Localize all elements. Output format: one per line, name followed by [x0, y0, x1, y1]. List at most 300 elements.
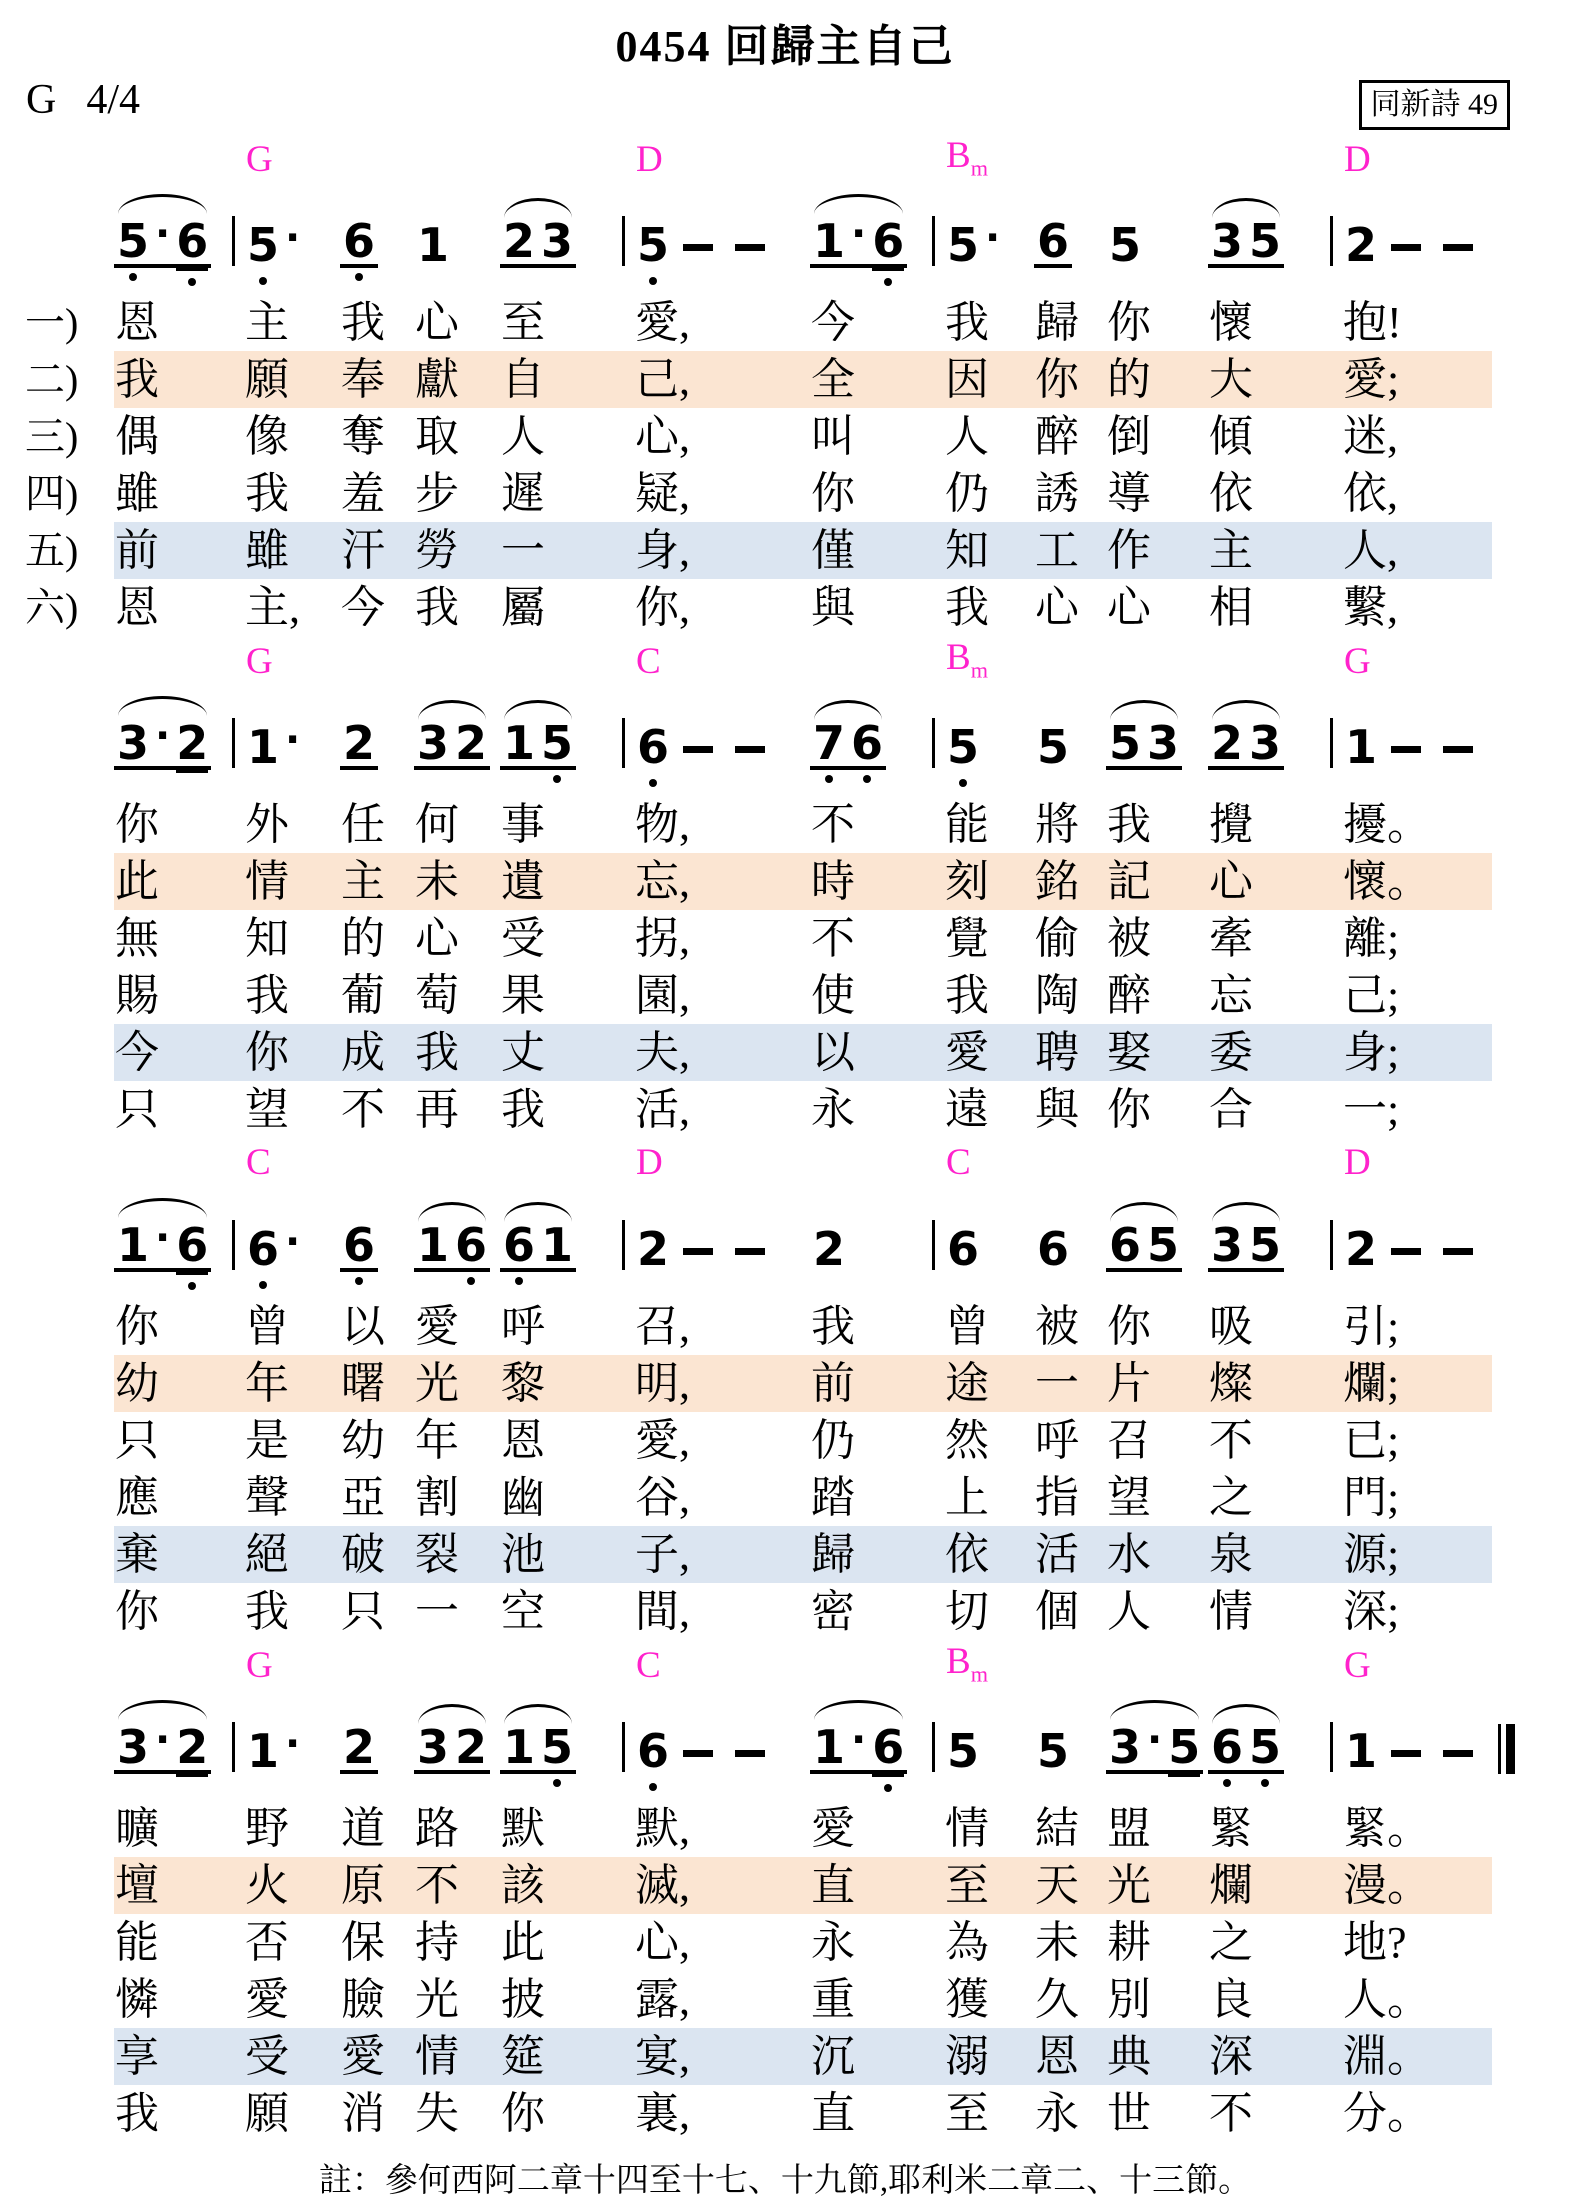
- lyric-syllable: 以: [341, 1302, 385, 1351]
- note-group: [1342, 1206, 1484, 1276]
- lyric-syllable: 源;: [1342, 1526, 1492, 1583]
- lyric-syllable: 永: [1035, 2089, 1079, 2138]
- slur-icon: [118, 1700, 207, 1720]
- lyric-syllable: 消: [341, 2089, 385, 2138]
- lyric-syllable: 愛: [944, 1024, 1034, 1081]
- augmentation-dot: ·: [285, 215, 301, 261]
- note-digit: 5: [247, 218, 280, 272]
- lyric-syllable: 吸: [1209, 1302, 1253, 1351]
- lyric-syllable: 獲: [945, 1975, 989, 2024]
- lyric-syllable: 你,: [635, 583, 690, 632]
- lyric-syllable: 我: [415, 583, 459, 632]
- note-group: [500, 198, 576, 268]
- lyric-syllable: 緊: [1209, 1804, 1253, 1853]
- lyric-syllable: 淵。: [1342, 2028, 1492, 2085]
- duration-dash: [1391, 244, 1421, 251]
- lyric-row-6: [24, 1583, 1546, 1640]
- chord-G: G: [1344, 641, 1371, 683]
- lyric-syllable: 情: [945, 1804, 989, 1853]
- note-group: [634, 1708, 776, 1778]
- lyric-syllable: 雖: [244, 522, 340, 579]
- note-digit: 5: [541, 716, 574, 770]
- lyric-syllable: 疑,: [635, 469, 690, 518]
- lyric-syllable: 久: [1035, 1975, 1079, 2024]
- lyric-syllable: 今: [811, 298, 855, 347]
- note-group: [1208, 198, 1284, 268]
- page-title: 0454 回歸主自己: [615, 22, 955, 71]
- note-group: [810, 700, 886, 770]
- lyric-syllable: 密: [811, 1587, 855, 1636]
- lyric-syllable: 不: [1209, 1416, 1253, 1465]
- lyric-syllable: 個: [1035, 1587, 1079, 1636]
- lyric-syllable: 獻: [414, 351, 500, 408]
- lyric-syllable: 身,: [634, 522, 810, 579]
- note-group: [634, 704, 776, 774]
- lyric-syllable: 光: [1106, 1857, 1208, 1914]
- note-digit: 1: [813, 214, 846, 268]
- lyric-syllable: 仍: [811, 1416, 855, 1465]
- lyric-syllable: 此: [114, 853, 222, 910]
- lyric-syllable: 黎: [500, 1355, 612, 1412]
- lyric-syllable: 記: [1106, 853, 1208, 910]
- lyric-syllable: 情: [414, 2028, 500, 2085]
- note-group: [414, 1202, 490, 1272]
- note-group: [1208, 1202, 1284, 1272]
- duration-dash: [735, 746, 765, 753]
- barline: [232, 216, 235, 266]
- lyric-syllable: 倒: [1107, 412, 1151, 461]
- time-signature: 4/4: [86, 77, 141, 123]
- note-group: [1034, 1708, 1072, 1778]
- note-group: [500, 1704, 576, 1774]
- note-digit: 3: [417, 716, 450, 770]
- lyric-syllable: 抱!: [1343, 298, 1402, 347]
- note-group: [634, 202, 776, 272]
- lyric-syllable: 空: [501, 1587, 545, 1636]
- lyric-syllable: 攪: [1209, 800, 1253, 849]
- lyric-syllable: 刻: [944, 853, 1034, 910]
- lyric-syllable: 情: [244, 853, 340, 910]
- notation-row: [24, 1184, 1546, 1276]
- duration-dash: [1391, 1750, 1421, 1757]
- lyric-syllable: 愛: [811, 1804, 855, 1853]
- lyric-syllable: 遺: [500, 853, 612, 910]
- lyric-syllable: 心,: [635, 1918, 690, 1967]
- lyric-syllable: 火: [244, 1857, 340, 1914]
- lyric-syllable: 壇: [114, 1857, 222, 1914]
- lyric-syllable: 保: [341, 1918, 385, 1967]
- lyric-syllable: 年: [415, 1416, 459, 1465]
- lyric-syllable: 我: [1107, 800, 1151, 849]
- note-digit: 2: [813, 1222, 846, 1276]
- note-digit: 5: [947, 720, 980, 774]
- note-digit: 6: [1037, 214, 1070, 268]
- lyric-row-3: [24, 1412, 1546, 1469]
- lyric-row-3: [24, 910, 1546, 967]
- lyric-syllable: 作: [1106, 522, 1208, 579]
- note-group: [414, 202, 452, 272]
- lyric-syllable: 愛: [415, 1302, 459, 1351]
- duration-dash: [683, 746, 713, 753]
- duration-dash: [1443, 244, 1473, 251]
- lyric-syllable: 誘: [1035, 469, 1079, 518]
- lyric-syllable: 曾: [945, 1302, 989, 1351]
- lyric-syllable: 前: [810, 1355, 922, 1412]
- lyric-syllable: 望: [245, 1085, 289, 1134]
- lyric-syllable: 你: [1034, 351, 1106, 408]
- augmentation-dot: ·: [285, 1219, 301, 1265]
- note-digit: 2: [455, 1720, 488, 1774]
- lyric-row-6: [24, 1081, 1546, 1138]
- lyric-syllable: 一: [415, 1587, 459, 1636]
- lyric-syllable: 取: [415, 412, 459, 461]
- duration-dash: [1443, 1750, 1473, 1757]
- lyric-syllable: 間,: [635, 1587, 690, 1636]
- lyric-syllable: 你: [115, 1587, 159, 1636]
- lyric-row-3: [24, 1914, 1546, 1971]
- lyric-syllable: 仍: [945, 469, 989, 518]
- lyric-syllable: 大: [1208, 351, 1320, 408]
- lyric-syllable: 泉: [1208, 1526, 1320, 1583]
- lyric-syllable: 知: [944, 522, 1034, 579]
- lyric-syllable: 宴,: [634, 2028, 810, 2085]
- lyric-syllable: 勞: [414, 522, 500, 579]
- lyric-syllable: 應: [115, 1473, 159, 1522]
- lyric-row-5: [24, 1526, 1546, 1583]
- lyric-syllable: 成: [340, 1024, 414, 1081]
- lyric-syllable: 雖: [115, 469, 159, 518]
- lyric-syllable: 繫,: [1343, 583, 1398, 632]
- augmentation-dot: ·: [285, 1721, 301, 1767]
- lyric-syllable: 奪: [341, 412, 385, 461]
- lyric-row-4: [24, 967, 1546, 1024]
- lyric-syllable: 上: [945, 1473, 989, 1522]
- lyric-syllable: 我: [414, 1024, 500, 1081]
- final-barline: [1498, 1724, 1515, 1774]
- lyric-syllable: 我: [114, 351, 222, 408]
- lyric-syllable: 人。: [1343, 1975, 1431, 2024]
- lyric-syllable: 再: [415, 1085, 459, 1134]
- note-digit: 6: [851, 716, 884, 770]
- augmentation-dot: ·: [851, 211, 867, 257]
- lyric-syllable: 恩: [115, 298, 159, 347]
- lyric-syllable: 葡: [341, 971, 385, 1020]
- lyric-syllable: 恩: [115, 583, 159, 632]
- lyric-syllable: 以: [810, 1024, 922, 1081]
- lyric-syllable: 委: [1208, 1024, 1320, 1081]
- note-group: [634, 1206, 776, 1276]
- note-digit: 3: [541, 214, 574, 268]
- barline: [1330, 718, 1333, 768]
- lyric-syllable: 心: [1107, 583, 1151, 632]
- notation-row: [24, 180, 1546, 272]
- lyric-syllable: 切: [945, 1587, 989, 1636]
- lyric-syllable: 恩: [1034, 2028, 1106, 2085]
- lyric-syllable: 我: [245, 469, 289, 518]
- augmentation-dot: ·: [155, 1215, 171, 1261]
- lyric-syllable: 沉: [810, 2028, 922, 2085]
- lyric-syllable: 將: [1035, 800, 1079, 849]
- lyric-syllable: 己,: [634, 351, 810, 408]
- lyric-syllable: 的: [341, 914, 385, 963]
- system-4: [24, 1640, 1546, 2142]
- lyric-syllable: 享: [114, 2028, 222, 2085]
- lyric-syllable: 愛,: [635, 298, 690, 347]
- note-group: [244, 1202, 303, 1276]
- note-digit: 1: [1345, 1724, 1378, 1778]
- lyric-syllable: 受: [244, 2028, 340, 2085]
- chord-row: [24, 636, 1546, 682]
- note-digit: 6: [872, 214, 905, 268]
- lyric-syllable: 心: [415, 914, 459, 963]
- lyric-syllable: 深;: [1343, 1587, 1400, 1636]
- lyric-syllable: 萄: [415, 971, 459, 1020]
- barline: [622, 216, 625, 266]
- lyric-row-2: [24, 351, 1546, 408]
- note-group: [414, 1704, 490, 1774]
- lyric-syllable: 遲: [501, 469, 545, 518]
- lyric-syllable: 池: [500, 1526, 612, 1583]
- lyric-syllable: 懷。: [1342, 853, 1492, 910]
- lyric-syllable: 不: [1209, 2089, 1253, 2138]
- lyric-syllable: 望: [1107, 1473, 1151, 1522]
- lyric-syllable: 不: [341, 1085, 385, 1134]
- lyric-syllable: 受: [501, 914, 545, 963]
- barline: [1330, 216, 1333, 266]
- lyric-syllable: 知: [245, 914, 289, 963]
- lyric-syllable: 活: [1034, 1526, 1106, 1583]
- chord-Bm: $B_m$: [946, 637, 988, 683]
- augmentation-dot: ·: [851, 1717, 867, 1763]
- note-group: [114, 696, 211, 770]
- lyric-syllable: 依: [944, 1526, 1034, 1583]
- lyric-syllable: 我: [501, 1085, 545, 1134]
- chord-G: G: [246, 139, 273, 181]
- lyric-syllable: 懷: [1209, 298, 1253, 347]
- note-digit: 5: [1249, 1218, 1282, 1272]
- duration-dash: [735, 1248, 765, 1255]
- lyric-syllable: 事: [501, 800, 545, 849]
- chord-D: D: [636, 1142, 663, 1183]
- lyric-syllable: 擾。: [1343, 800, 1431, 849]
- note-group: [114, 1198, 211, 1272]
- lyric-syllable: 丈: [500, 1024, 612, 1081]
- lyric-syllable: 我: [245, 1587, 289, 1636]
- lyric-syllable: 遠: [945, 1085, 989, 1134]
- lyric-syllable: 今: [341, 583, 385, 632]
- lyric-syllable: 露,: [635, 1975, 690, 2024]
- note-digit: 6: [1211, 1720, 1244, 1774]
- barline: [1330, 1722, 1333, 1772]
- lyric-syllable: 破: [340, 1526, 414, 1583]
- lyric-syllable: 爛: [1208, 1857, 1320, 1914]
- lyric-row-4: [24, 1971, 1546, 2028]
- lyric-syllable: 前: [114, 522, 222, 579]
- note-group: [944, 1708, 982, 1778]
- lyric-syllable: 覺: [945, 914, 989, 963]
- chord-C: C: [946, 1142, 971, 1183]
- note-digit: 5: [117, 214, 150, 268]
- lyric-syllable: 披: [501, 1975, 545, 2024]
- lyric-syllable: 是: [245, 1416, 289, 1465]
- note-group: [1106, 1700, 1203, 1774]
- lyric-syllable: 幽: [501, 1473, 545, 1522]
- system-3: [24, 1138, 1546, 1640]
- lyric-syllable: 此: [501, 1918, 545, 1967]
- barline: [1330, 1220, 1333, 1270]
- lyric-syllable: 一;: [1343, 1085, 1400, 1134]
- lyric-row-5: [24, 522, 1546, 579]
- lyric-syllable: 否: [245, 1918, 289, 1967]
- lyric-syllable: 賜: [115, 971, 159, 1020]
- lyric-syllable: 水: [1106, 1526, 1208, 1583]
- lyric-syllable: 無: [115, 914, 159, 963]
- lyric-syllable: 只: [115, 1416, 159, 1465]
- lyric-syllable: 地?: [1343, 1918, 1407, 1967]
- note-digit: 2: [343, 1720, 376, 1774]
- lyric-syllable: 醉: [1035, 412, 1079, 461]
- lyric-syllable: 幼: [341, 1416, 385, 1465]
- lyric-syllable: 年: [244, 1355, 340, 1412]
- duration-dash: [683, 244, 713, 251]
- lyric-syllable: 光: [414, 1355, 500, 1412]
- note-digit: 6: [1037, 1222, 1070, 1276]
- lyric-syllable: 你: [244, 1024, 340, 1081]
- note-group: [340, 1202, 378, 1272]
- lyric-syllable: 曙: [340, 1355, 414, 1412]
- lyric-syllable: 未: [1035, 1918, 1079, 1967]
- systems: [24, 134, 1546, 2142]
- lyric-syllable: 與: [1035, 1085, 1079, 1134]
- lyric-row-6: [24, 2085, 1546, 2142]
- lyric-syllable: 溺: [944, 2028, 1034, 2085]
- lyric-syllable: 導: [1107, 469, 1151, 518]
- chord-Bm: $B_m$: [946, 1641, 988, 1687]
- note-digit: 5: [637, 218, 670, 272]
- lyric-syllable: 傾: [1209, 412, 1253, 461]
- note-digit: 5: [1249, 1720, 1282, 1774]
- note-digit: 6: [872, 1720, 905, 1774]
- slur-icon: [814, 1700, 903, 1720]
- note-digit: 6: [503, 1218, 536, 1272]
- augmentation-dot: ·: [985, 215, 1001, 261]
- note-group: [340, 700, 378, 770]
- note-digit: 6: [637, 1724, 670, 1778]
- lyric-syllable: 燦: [1208, 1355, 1320, 1412]
- lyric-syllable: 愛: [245, 1975, 289, 2024]
- duration-dash: [683, 1248, 713, 1255]
- reference-box: 同新詩 49: [1359, 80, 1511, 130]
- note-digit: 3: [1109, 1720, 1142, 1774]
- note-digit: 2: [637, 1222, 670, 1276]
- lyric-syllable: 光: [415, 1975, 459, 2024]
- lyric-syllable: 一: [1034, 1355, 1106, 1412]
- chord-row: [24, 1138, 1546, 1184]
- slur-icon: [1110, 1700, 1199, 1720]
- lyric-syllable: 己;: [1343, 971, 1400, 1020]
- chord-C: C: [246, 1142, 271, 1183]
- lyric-syllable: 何: [415, 800, 459, 849]
- lyric-syllable: 筵: [500, 2028, 612, 2085]
- chord-row: [24, 134, 1546, 180]
- duration-dash: [1443, 746, 1473, 753]
- chord-D: D: [1344, 139, 1371, 181]
- lyric-syllable: 別: [1107, 1975, 1151, 2024]
- lyric-syllable: 歸: [810, 1526, 922, 1583]
- lyric-syllable: 至: [501, 298, 545, 347]
- lyric-syllable: 只: [115, 1085, 159, 1134]
- lyric-syllable: 任: [341, 800, 385, 849]
- note-digit: 3: [117, 1720, 150, 1774]
- lyric-syllable: 永: [811, 1085, 855, 1134]
- duration-dash: [1391, 746, 1421, 753]
- lyric-syllable: 恩: [501, 1416, 545, 1465]
- lyric-syllable: 之: [1209, 1918, 1253, 1967]
- lyric-syllable: 一: [500, 522, 612, 579]
- lyric-syllable: 滅,: [634, 1857, 810, 1914]
- lyric-syllable: 主,: [245, 583, 300, 632]
- lyric-syllable: 愛: [340, 2028, 414, 2085]
- lyric-syllable: 被: [1035, 1302, 1079, 1351]
- barline: [232, 718, 235, 768]
- lyric-syllable: 你: [115, 800, 159, 849]
- lyric-syllable: 亞: [341, 1473, 385, 1522]
- lyric-syllable: 漫。: [1342, 1857, 1492, 1914]
- lyric-syllable: 幼: [114, 1355, 222, 1412]
- lyric-syllable: 默: [501, 1804, 545, 1853]
- lyric-syllable: 原: [340, 1857, 414, 1914]
- verse-label: 一): [25, 300, 79, 345]
- lyric-syllable: 分。: [1343, 2089, 1431, 2138]
- note-group: [1106, 202, 1144, 272]
- duration-dash: [1443, 1248, 1473, 1255]
- lyric-syllable: 我: [341, 298, 385, 347]
- note-digit: 1: [417, 1218, 450, 1272]
- lyric-syllable: 明,: [634, 1355, 810, 1412]
- lyric-syllable: 我: [245, 971, 289, 1020]
- lyric-syllable: 像: [245, 412, 289, 461]
- lyric-syllable: 至: [945, 2089, 989, 2138]
- barline: [932, 1220, 935, 1270]
- lyric-syllable: 聘: [1034, 1024, 1106, 1081]
- augmentation-dot: ·: [155, 713, 171, 759]
- lyric-syllable: 能: [115, 1918, 159, 1967]
- lyric-syllable: 心: [415, 298, 459, 347]
- note-digit: 2: [176, 1720, 209, 1774]
- lyric-syllable: 心,: [635, 412, 690, 461]
- lyric-syllable: 世: [1107, 2089, 1151, 2138]
- verse-label: 二): [25, 357, 79, 402]
- lyric-syllable: 偷: [1035, 914, 1079, 963]
- note-digit: 5: [1168, 1720, 1201, 1774]
- lyric-syllable: 你: [1107, 1085, 1151, 1134]
- lyric-syllable: 結: [1035, 1804, 1079, 1853]
- lyric-syllable: 棄: [114, 1526, 222, 1583]
- note-group: [944, 1206, 982, 1276]
- note-group: [810, 1700, 907, 1774]
- note-digit: 5: [1109, 218, 1142, 272]
- lyric-syllable: 道: [341, 1804, 385, 1853]
- note-group: [244, 1704, 303, 1778]
- lyric-syllable: 絕: [244, 1526, 340, 1583]
- chord-D: D: [1344, 1142, 1371, 1183]
- note-group: [1208, 700, 1284, 770]
- note-group: [1034, 704, 1072, 774]
- lyric-syllable: 人: [501, 412, 545, 461]
- lyric-syllable: 路: [415, 1804, 459, 1853]
- lyric-syllable: 牽: [1209, 914, 1253, 963]
- lyric-syllable: 不: [811, 800, 855, 849]
